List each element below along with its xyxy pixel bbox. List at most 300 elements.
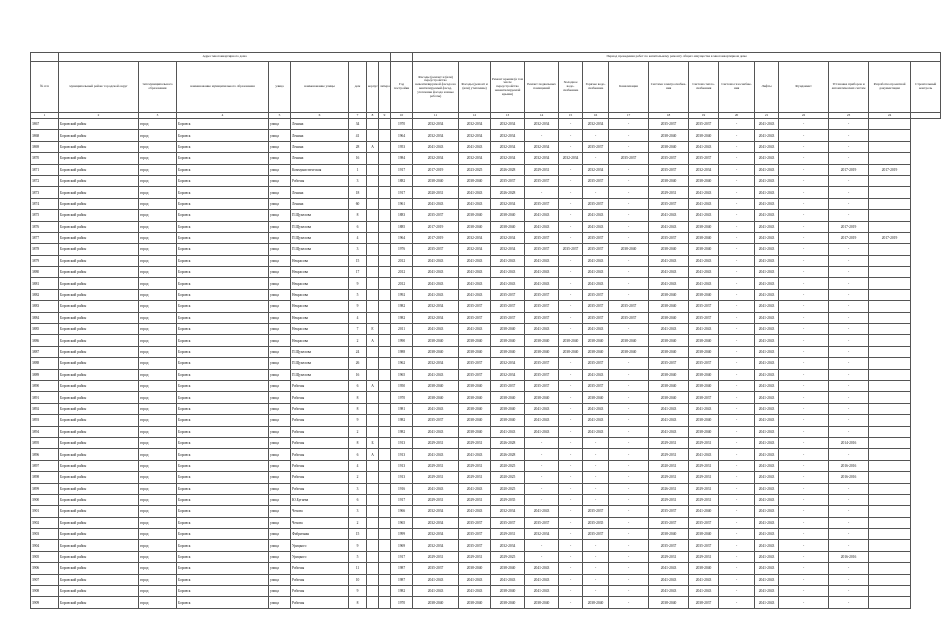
table-cell: 2029-2031 <box>689 437 719 448</box>
table-cell: - <box>609 278 649 289</box>
table-cell: 2035-2037 <box>689 358 719 369</box>
table-cell: Боровск <box>177 563 269 574</box>
table-cell: город <box>139 403 177 414</box>
table-cell: 3890 <box>31 380 59 391</box>
table-cell: город <box>139 437 177 448</box>
table-cell <box>367 153 379 164</box>
table-cell: - <box>559 255 583 266</box>
table-cell: улица <box>269 312 291 323</box>
table-row <box>31 358 941 369</box>
table-cell: 2041-2043 <box>689 255 719 266</box>
table-cell: - <box>719 301 755 312</box>
table-cell: - <box>779 278 829 289</box>
table-cell: 2038-2040 <box>689 415 719 426</box>
table-cell: Боровский район <box>59 210 139 221</box>
table-cell <box>379 187 391 198</box>
table-cell: 2035-2037 <box>583 380 609 391</box>
header-group-period: Период проведения работ по капитальному ремонту общего имущества в многоквартирном доме <box>413 53 941 62</box>
table-cell: город <box>139 449 177 460</box>
table-cell: - <box>719 221 755 232</box>
table-cell: 2038-2040 <box>649 369 689 380</box>
table-cell: Ленина <box>291 187 349 198</box>
table-cell: Рабочая <box>291 415 349 426</box>
column-header: Система электроснабже-ния <box>649 62 689 113</box>
table-cell <box>367 312 379 323</box>
table-cell: 6 <box>349 380 367 391</box>
column-header: Фасады (ремонт и (или) утепление) <box>459 62 491 113</box>
table-cell: 2041-2043 <box>413 449 459 460</box>
table-cell: - <box>719 244 755 255</box>
column-header: улица <box>269 62 291 113</box>
table-cell: улица <box>269 358 291 369</box>
table-cell: 2041-2043 <box>755 437 779 448</box>
table-cell: Рабочая <box>291 437 349 448</box>
table-cell: - <box>559 324 583 335</box>
table-cell: - <box>609 255 649 266</box>
table-cell: 2041-2043 <box>689 324 719 335</box>
table-cell: 2041-2043 <box>491 267 525 278</box>
table-cell: Рабочая <box>291 392 349 403</box>
table-cell: 2038-2040 <box>609 244 649 255</box>
table-cell: Некрасова <box>291 312 349 323</box>
table-cell: 2032-2034 <box>583 119 609 130</box>
table-cell: город <box>139 563 177 574</box>
table-cell: - <box>559 141 583 152</box>
table-cell <box>379 141 391 152</box>
table-cell: Боровский район <box>59 540 139 551</box>
table-cell: 2038-2040 <box>525 392 559 403</box>
table-cell: 2029-2031 <box>413 460 459 471</box>
table-cell: - <box>609 517 649 528</box>
table-cell: Некрасова <box>291 301 349 312</box>
table-cell: улица <box>269 221 291 232</box>
table-cell: 2041-2043 <box>459 449 491 460</box>
table-cell: 2038-2040 <box>491 221 525 232</box>
table-cell: 1970 <box>391 119 413 130</box>
table-cell: Боровск <box>177 221 269 232</box>
table-cell: 2035-2037 <box>525 232 559 243</box>
table-cell: 2041-2043 <box>689 187 719 198</box>
table-cell: 2038-2040 <box>689 426 719 437</box>
table-cell: - <box>719 483 755 494</box>
table-cell: улица <box>269 483 291 494</box>
table-cell: 2041-2043 <box>649 324 689 335</box>
column-header: № п/п <box>31 62 59 113</box>
table-cell <box>869 198 911 209</box>
column-number: 19 <box>689 113 719 119</box>
table-cell: - <box>559 289 583 300</box>
table-cell: 2041-2043 <box>491 278 525 289</box>
table-cell: город <box>139 392 177 403</box>
table-cell: 1970 <box>391 392 413 403</box>
table-cell: город <box>139 198 177 209</box>
table-cell: - <box>559 403 583 414</box>
table-cell: Боровский район <box>59 586 139 597</box>
table-cell: - <box>559 586 583 597</box>
table-cell <box>869 472 911 483</box>
table-cell: 2035-2037 <box>649 164 689 175</box>
table-cell: 2038-2040 <box>559 346 583 357</box>
table-cell: Б <box>367 437 379 448</box>
table-cell: Боровск <box>177 346 269 357</box>
table-cell: 2020-2031 <box>413 187 459 198</box>
table-cell: 5 <box>349 551 367 562</box>
table-cell <box>869 415 911 426</box>
table-cell: Боровский район <box>59 563 139 574</box>
table-cell: 2041-2043 <box>649 255 689 266</box>
table-cell: улица <box>269 472 291 483</box>
table-cell: улица <box>269 232 291 243</box>
table-cell: 3893 <box>31 415 59 426</box>
table-cell <box>869 119 911 130</box>
table-cell: - <box>779 187 829 198</box>
table-cell: 2038-2040 <box>689 221 719 232</box>
table-cell: 2032-2034 <box>491 506 525 517</box>
table-cell: - <box>829 210 869 221</box>
table-cell: - <box>719 380 755 391</box>
table-cell: 2038-2040 <box>525 346 559 357</box>
table-cell: - <box>559 369 583 380</box>
table-cell: Ленина <box>291 130 349 141</box>
table-cell <box>367 267 379 278</box>
table-cell <box>367 130 379 141</box>
table-cell <box>869 210 911 221</box>
table-cell: город <box>139 472 177 483</box>
table-cell <box>367 164 379 175</box>
table-cell: улица <box>269 278 291 289</box>
table-cell: 3 <box>349 483 367 494</box>
table-cell: - <box>779 403 829 414</box>
table-cell: Боровский район <box>59 597 139 608</box>
table-cell: 2038-2040 <box>583 597 609 608</box>
table-cell: 2041-2043 <box>413 255 459 266</box>
table-cell: - <box>829 130 869 141</box>
table-row <box>31 255 941 266</box>
table-cell: Рабочая <box>291 597 349 608</box>
table-cell: 2038-2040 <box>413 346 459 357</box>
table-cell: Некрасова <box>291 278 349 289</box>
table-cell: Боровск <box>177 540 269 551</box>
table-cell: 1982 <box>391 312 413 323</box>
table-cell: - <box>779 289 829 300</box>
table-cell: 28 <box>349 141 367 152</box>
table-cell: - <box>583 187 609 198</box>
header-cell <box>391 53 413 62</box>
table-cell: 1982 <box>391 426 413 437</box>
table-cell: город <box>139 415 177 426</box>
table-cell: 3888 <box>31 358 59 369</box>
table-cell: 2041-2043 <box>755 221 779 232</box>
table-cell: 2041-2043 <box>459 574 491 585</box>
table-cell: - <box>609 540 649 551</box>
table-cell: улица <box>269 540 291 551</box>
table-cell: 2017-2019 <box>869 232 911 243</box>
table-cell <box>869 130 911 141</box>
table-cell <box>869 517 911 528</box>
table-cell <box>367 597 379 608</box>
table-cell: 2035-2035 <box>583 517 609 528</box>
table-cell: - <box>583 540 609 551</box>
table-cell: 2041-2043 <box>583 278 609 289</box>
table-cell: 2041-2043 <box>413 483 459 494</box>
table-cell: - <box>525 187 559 198</box>
table-cell: 2035-2037 <box>459 529 491 540</box>
table-cell: улица <box>269 119 291 130</box>
table-cell: 2035-2037 <box>459 301 491 312</box>
table-cell <box>367 494 379 505</box>
table-cell: - <box>609 415 649 426</box>
table-cell: 1982 <box>391 301 413 312</box>
table-cell: 2032-2034 <box>491 244 525 255</box>
table-cell: город <box>139 335 177 346</box>
table-cell: - <box>609 119 649 130</box>
table-cell: 2029-2031 <box>459 551 491 562</box>
table-cell: 16 <box>349 369 367 380</box>
table-cell: 2041-2043 <box>459 586 491 597</box>
table-cell: 2035-2037 <box>649 232 689 243</box>
table-cell: 2041-2043 <box>755 563 779 574</box>
table-cell: Боровский район <box>59 335 139 346</box>
table-cell <box>869 392 911 403</box>
table-cell: Фабричная <box>291 529 349 540</box>
table-cell: - <box>719 312 755 323</box>
column-number: 11 <box>413 113 459 119</box>
table-cell: - <box>583 494 609 505</box>
table-cell: Ленина <box>291 153 349 164</box>
table-cell <box>379 597 391 608</box>
table-cell: 2038-2040 <box>413 597 459 608</box>
table-cell: 2038-2040 <box>459 426 491 437</box>
table-cell: - <box>829 267 869 278</box>
table-cell <box>367 175 379 186</box>
table-cell: - <box>559 597 583 608</box>
table-cell: - <box>719 324 755 335</box>
table-cell: 7 <box>349 324 367 335</box>
table-cell: П.Щукелова <box>291 369 349 380</box>
table-cell: - <box>829 119 869 130</box>
table-cell: 8 <box>349 437 367 448</box>
table-cell <box>869 380 911 391</box>
table-cell: - <box>719 472 755 483</box>
table-cell: город <box>139 175 177 186</box>
table-cell: - <box>609 358 649 369</box>
table-cell: 2032-2034 <box>413 301 459 312</box>
table-cell: - <box>559 540 583 551</box>
table-cell: Боровск <box>177 483 269 494</box>
table-cell: 3887 <box>31 346 59 357</box>
table-cell: 2029-2031 <box>525 164 559 175</box>
table-cell: 2041-2043 <box>755 574 779 585</box>
table-cell <box>379 278 391 289</box>
table-cell <box>379 324 391 335</box>
table-cell: - <box>583 574 609 585</box>
table-cell: - <box>719 346 755 357</box>
table-cell: 2035-2037 <box>525 289 559 300</box>
table-cell: 2038-2040 <box>689 369 719 380</box>
table-cell: 3880 <box>31 267 59 278</box>
column-header: наименование улицы <box>291 62 349 113</box>
table-cell: 2041-2043 <box>459 483 491 494</box>
table-cell: Некрасова <box>291 324 349 335</box>
column-number: 3 <box>139 113 177 119</box>
table-cell <box>869 597 911 608</box>
table-cell: - <box>559 563 583 574</box>
table-cell: Чехова <box>291 506 349 517</box>
table-cell: 2038-2040 <box>649 301 689 312</box>
table-cell: - <box>719 574 755 585</box>
table-cell: Боровск <box>177 506 269 517</box>
column-header: наименование муниципального образования <box>177 62 269 113</box>
table-cell: 2029-2035 <box>491 494 525 505</box>
table-cell: 1987 <box>391 574 413 585</box>
table-cell: - <box>609 187 649 198</box>
table-cell: 2029-2031 <box>649 449 689 460</box>
table-cell: 2038-2040 <box>649 244 689 255</box>
table-cell: 17 <box>349 267 367 278</box>
table-cell: улица <box>269 175 291 186</box>
table-cell: 2032-2034 <box>459 130 491 141</box>
table-cell: 4 <box>349 460 367 471</box>
table-cell <box>379 551 391 562</box>
table-cell: 1913 <box>391 449 413 460</box>
capital-repair-schedule-table <box>30 52 941 609</box>
table-cell <box>367 369 379 380</box>
table-cell: 2041-2043 <box>583 415 609 426</box>
table-cell <box>367 540 379 551</box>
table-cell <box>367 517 379 528</box>
table-cell: 3894 <box>31 426 59 437</box>
table-row <box>31 586 941 597</box>
table-cell: 2020-2025 <box>491 472 525 483</box>
table-cell: Боровск <box>177 358 269 369</box>
table-cell: 2041-2043 <box>525 574 559 585</box>
table-cell: - <box>559 415 583 426</box>
table-row <box>31 472 941 483</box>
table-cell: - <box>719 529 755 540</box>
table-cell: 2041-2043 <box>755 460 779 471</box>
table-cell <box>379 301 391 312</box>
table-cell: 2041-2043 <box>459 141 491 152</box>
table-cell: город <box>139 153 177 164</box>
table-cell <box>869 494 911 505</box>
table-cell: - <box>719 141 755 152</box>
table-cell: Боровский район <box>59 119 139 130</box>
table-cell: 2032-2034 <box>413 358 459 369</box>
table-cell: город <box>139 130 177 141</box>
table-row <box>31 494 941 505</box>
table-cell: 2035-2037 <box>583 529 609 540</box>
table-cell: 1917 <box>391 494 413 505</box>
table-cell: 2029-2031 <box>459 460 491 471</box>
table-cell: - <box>779 472 829 483</box>
table-cell: улица <box>269 369 291 380</box>
table-cell <box>869 255 911 266</box>
table-cell: 2041-2043 <box>755 506 779 517</box>
table-cell: 2041-2043 <box>649 210 689 221</box>
table-row <box>31 187 941 198</box>
table-cell: - <box>719 449 755 460</box>
table-cell: 2026-2028 <box>491 187 525 198</box>
table-cell: 2038-2040 <box>689 380 719 391</box>
table-cell: 3871 <box>31 164 59 175</box>
table-cell: - <box>609 563 649 574</box>
table-cell: - <box>559 312 583 323</box>
column-number <box>911 113 941 119</box>
table-cell: - <box>559 175 583 186</box>
table-row <box>31 164 941 175</box>
table-cell: 2035-2037 <box>583 175 609 186</box>
table-cell <box>379 358 391 369</box>
table-cell: - <box>609 483 649 494</box>
table-cell: 2035-2037 <box>583 506 609 517</box>
table-cell: 2020-2025 <box>491 460 525 471</box>
table-cell: 2032-2034 <box>491 141 525 152</box>
table-cell: 3876 <box>31 221 59 232</box>
column-header: Канализация <box>609 62 649 113</box>
table-cell: - <box>719 278 755 289</box>
table-cell: 2041-2043 <box>649 426 689 437</box>
table-cell: 2032-2034 <box>413 506 459 517</box>
table-cell: 2041-2043 <box>755 119 779 130</box>
table-cell: 2041-2043 <box>525 255 559 266</box>
table-cell: - <box>719 460 755 471</box>
table-cell: 2038-2040 <box>459 415 491 426</box>
table-cell: - <box>609 574 649 585</box>
table-cell: 1885 <box>391 221 413 232</box>
table-cell: 2041-2043 <box>755 403 779 414</box>
table-cell <box>367 255 379 266</box>
table-cell: 2041-2043 <box>689 198 719 209</box>
table-cell: - <box>559 506 583 517</box>
table-cell: - <box>719 198 755 209</box>
table-cell: 1913 <box>391 460 413 471</box>
table-cell: Боровский район <box>59 289 139 300</box>
table-cell: - <box>779 506 829 517</box>
table-cell: 9 <box>349 278 367 289</box>
table-cell: 2032-2034 <box>491 232 525 243</box>
table-cell: 2032-2034 <box>459 232 491 243</box>
table-cell: 11 <box>349 563 367 574</box>
table-cell: 3895 <box>31 437 59 448</box>
table-cell: - <box>525 472 559 483</box>
table-cell: 2038-2040 <box>609 346 649 357</box>
table-cell: Урицкого <box>291 551 349 562</box>
table-cell: 2041-2043 <box>755 187 779 198</box>
table-cell: 2016-2016 <box>829 460 869 471</box>
table-cell: 2 <box>349 517 367 528</box>
table-cell <box>367 563 379 574</box>
table-cell: Боровский район <box>59 472 139 483</box>
table-cell: город <box>139 483 177 494</box>
table-cell: - <box>559 460 583 471</box>
table-cell <box>379 449 391 460</box>
table-cell: 5 <box>349 289 367 300</box>
table-cell: 2026-2028 <box>491 437 525 448</box>
table-cell <box>869 289 911 300</box>
table-cell: 2035-2037 <box>689 301 719 312</box>
table-cell: - <box>829 312 869 323</box>
column-number: 15 <box>559 113 583 119</box>
table-cell: 2035-2037 <box>649 198 689 209</box>
table-cell: улица <box>269 574 291 585</box>
table-cell: 2041-2043 <box>525 267 559 278</box>
table-cell: 2038-2040 <box>689 130 719 141</box>
table-cell: - <box>525 540 559 551</box>
table-cell: - <box>719 358 755 369</box>
table-cell: 1987 <box>391 563 413 574</box>
table-row <box>31 312 941 323</box>
table-cell <box>379 426 391 437</box>
